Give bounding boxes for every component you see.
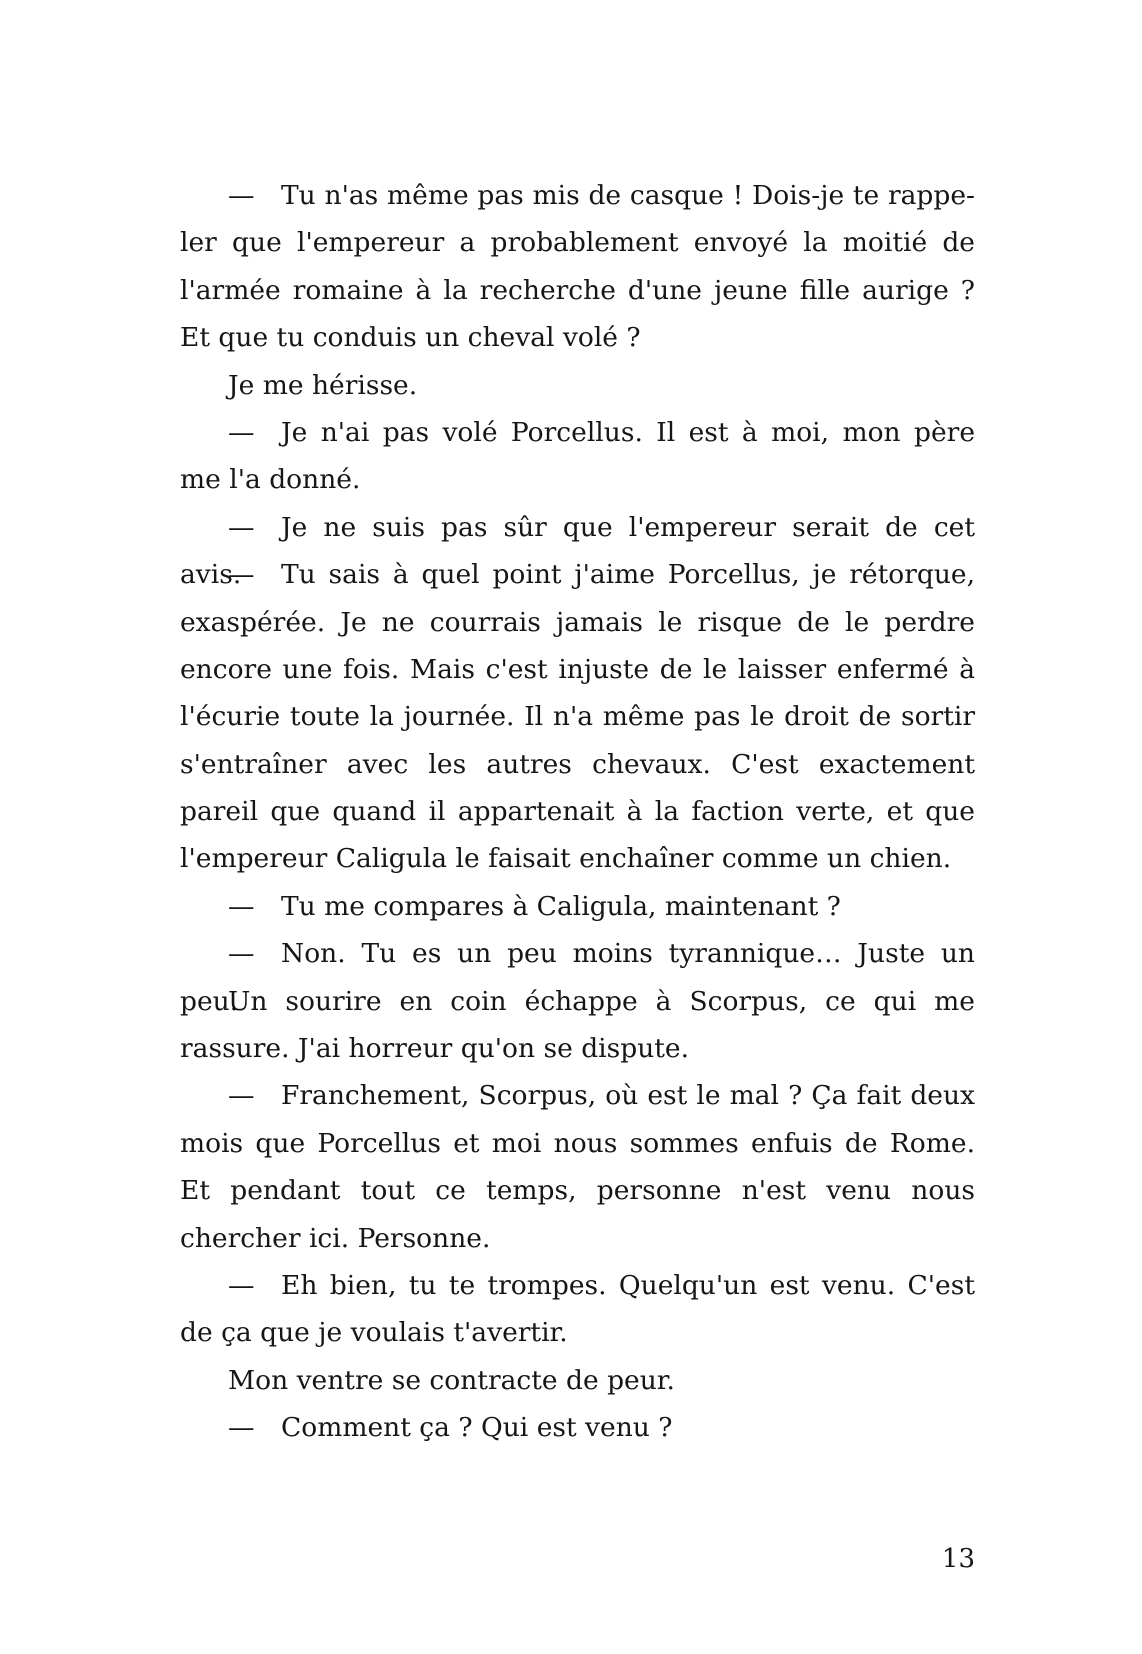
- text-line: Et pendant tout ce temps, personne n'est venu nous: [180, 1175, 975, 1207]
- text-line: — Je ne suis pas sûr que l'empereur serait de cet avis.: [180, 511, 975, 591]
- text-line: Mon ventre se contracte de peur.: [228, 1364, 675, 1396]
- text-line: — Tu sais à quel point j'aime Porcellus, je rétorque,: [228, 559, 975, 591]
- text-line: l'empereur Caligula le faisait enchaîner comme un chien.: [180, 843, 952, 875]
- text-line: Et que tu conduis un cheval volé ?: [180, 322, 641, 354]
- text-line: — Je n'ai pas volé Porcellus. Il est à moi, mon père: [228, 416, 975, 448]
- text-line: encore une fois. Mais c'est injuste de le laisser enfermé à: [180, 653, 975, 685]
- text-line: me l'a donné.: [180, 464, 361, 496]
- text-line: — Non. Tu es un peu moins tyrannique… Juste un peu.: [180, 938, 975, 1017]
- text-line: exaspérée. Je ne courrais jamais le risque de le perdre: [180, 606, 975, 638]
- text-line: ler que l'empereur a probablement envoyé la moitié de: [180, 227, 975, 259]
- text-line: de ça que je voulais t'avertir.: [180, 1317, 568, 1349]
- text-line: — Tu n'as même pas mis de casque ! Dois-je te rappe-: [228, 180, 975, 211]
- text-line: chercher ici. Personne.: [180, 1222, 491, 1254]
- text-line: rassure. J'ai horreur qu'on se dispute.: [180, 1033, 690, 1065]
- page-text: [180, 172, 975, 1452]
- text-line: Je me hérisse.: [228, 369, 418, 401]
- text-line: — Comment ça ? Qui est venu ?: [228, 1412, 673, 1444]
- text-line: l'armée romaine à la recherche d'une jeune fille aurige ?: [180, 274, 975, 306]
- text-line: Un sourire en coin échappe à Scorpus, ce qui me: [228, 985, 975, 1017]
- page-number: 13: [941, 1544, 975, 1574]
- text-line: — Eh bien, tu te trompes. Quelqu'un est venu. C'est: [228, 1269, 975, 1301]
- text-line: mois que Porcellus et moi nous sommes enfuis de Rome.: [180, 1127, 975, 1159]
- text-line: pareil que quand il appartenait à la faction verte, et que: [180, 796, 975, 828]
- text-line: s'entraîner avec les autres chevaux. C'est exactement: [180, 748, 975, 780]
- text-line: — Tu me compares à Caligula, maintenant ?: [228, 890, 841, 922]
- text-line: l'écurie toute la journée. Il n'a même pas le droit de sortir: [180, 701, 975, 733]
- text-line: — Franchement, Scorpus, où est le mal ? Ça fait deux: [228, 1080, 975, 1112]
